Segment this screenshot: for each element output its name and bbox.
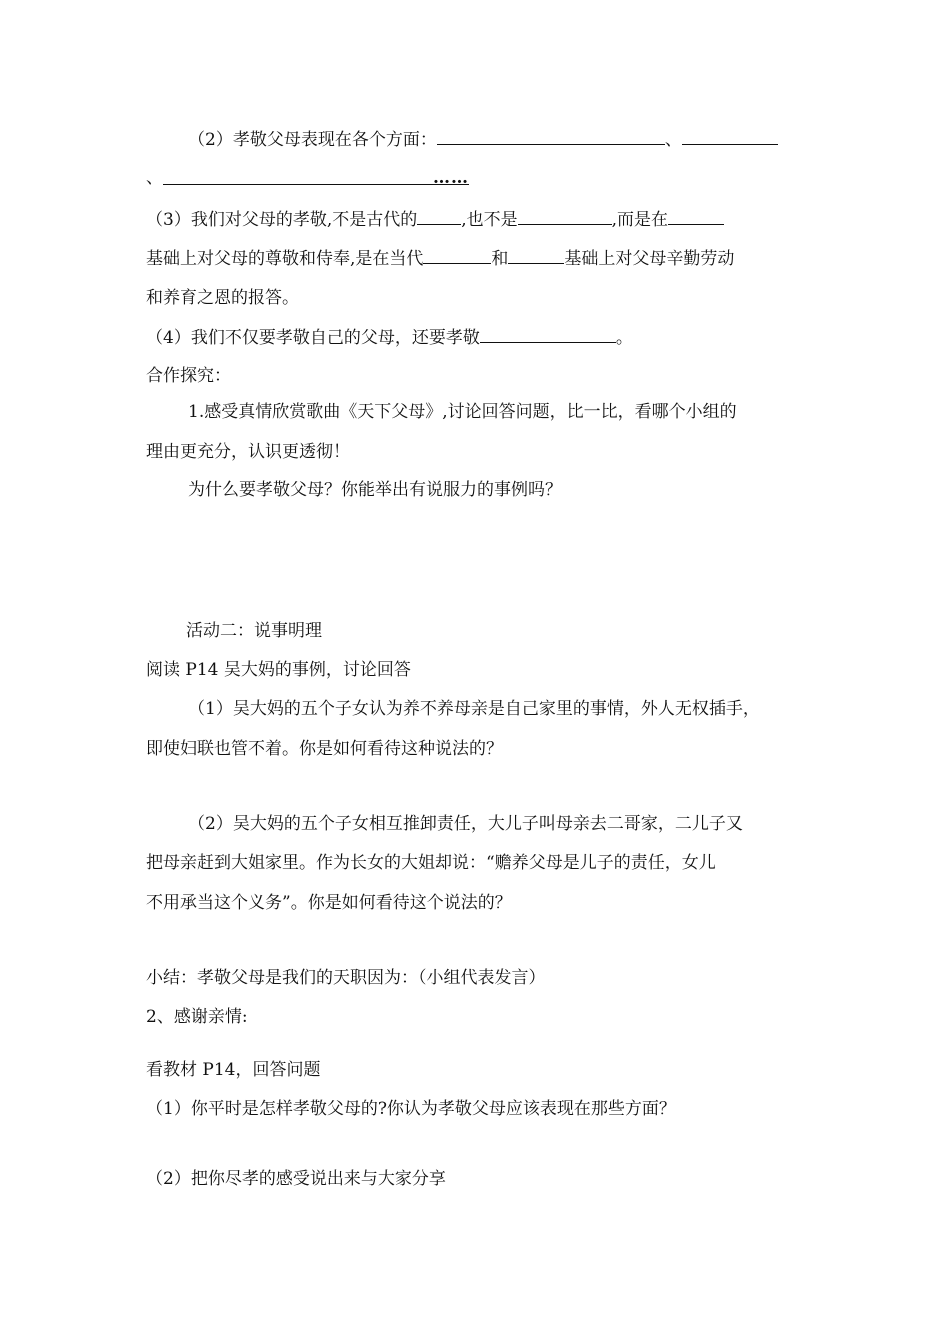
q4-text: （4）我们不仅要孝敬自己的父母，还要孝敬 — [146, 328, 480, 348]
q3-text: 和 — [491, 249, 509, 269]
q3-line-2 — [146, 245, 734, 271]
ellipsis: …… — [433, 168, 469, 188]
q3-text: （3）我们对父母的孝敬,不是古代的 — [146, 210, 418, 230]
answer-blank[interactable] — [437, 126, 665, 145]
answer-blank[interactable] — [682, 126, 778, 145]
answer-blank[interactable] — [480, 324, 616, 343]
activity2-q2-line2: 把母亲赶到大姐家里。作为长女的大姐却说：“赡养父母是儿子的责任，女儿 — [146, 853, 716, 873]
activity2-q2-line3: 不用承当这个义务”。你是如何看待这个说法的？ — [146, 893, 512, 913]
activity2-q1-line1: （1）吴大妈的五个子女认为养不养母亲是自己家里的事情，外人无权插手， — [188, 699, 760, 719]
summary-line: 小结：孝敬父母是我们的天职因为：（小组代表发言） — [146, 968, 546, 988]
q4-line — [146, 324, 633, 350]
q4-text: 。 — [615, 328, 633, 348]
separator: 、 — [664, 130, 682, 150]
q3-text: 基础上对父母的尊敬和侍奉,是在当代 — [146, 249, 424, 269]
coop-item1-line2: 理由更充分，认识更透彻！ — [146, 442, 350, 462]
answer-blank[interactable] — [518, 206, 612, 225]
answer-blank[interactable] — [417, 206, 461, 225]
section2-intro: 看教材 P14，回答问题 — [146, 1060, 321, 1080]
coop-item1-line1: 1.感受真情欣赏歌曲《天下父母》,讨论回答问题，比一比，看哪个小组的 — [188, 402, 737, 422]
coop-heading: 合作探究： — [146, 366, 231, 386]
activity2-heading: 活动二：说事明理 — [186, 621, 322, 641]
q3-line-1 — [146, 206, 724, 232]
activity2-q1-line2: 即使妇联也管不着。你是如何看待这种说法的？ — [146, 739, 503, 759]
answer-blank[interactable] — [668, 206, 724, 225]
separator: 、 — [146, 168, 163, 188]
section2-heading: 2、感谢亲情: — [146, 1007, 248, 1027]
q2-line-2 — [146, 166, 469, 190]
activity2-q2-line1: （2）吴大妈的五个子女相互推卸责任，大儿子叫母亲去二哥家，二儿子又 — [188, 814, 743, 834]
answer-blank[interactable] — [508, 245, 564, 264]
q3-line-3: 和养育之恩的报答。 — [146, 288, 299, 308]
answer-blank[interactable] — [423, 245, 491, 264]
coop-question: 为什么要孝敬父母？你能举出有说服力的事例吗？ — [188, 480, 562, 500]
activity2-intro: 阅读 P14 吴大妈的事例，讨论回答 — [146, 660, 411, 680]
q3-text: ,也不是 — [461, 210, 518, 230]
q3-text: ,而是在 — [611, 210, 669, 230]
q3-text: 基础上对父母辛勤劳动 — [564, 249, 735, 269]
q2-label: （2）孝敬父母表现在各个方面： — [188, 130, 437, 150]
section2-q2: （2）把你尽孝的感受说出来与大家分享 — [146, 1169, 446, 1189]
section2-q1: （1）你平时是怎样孝敬父母的?你认为孝敬父母应该表现在那些方面？ — [146, 1099, 676, 1119]
answer-blank[interactable] — [163, 166, 469, 188]
q2-line-1 — [188, 126, 778, 152]
